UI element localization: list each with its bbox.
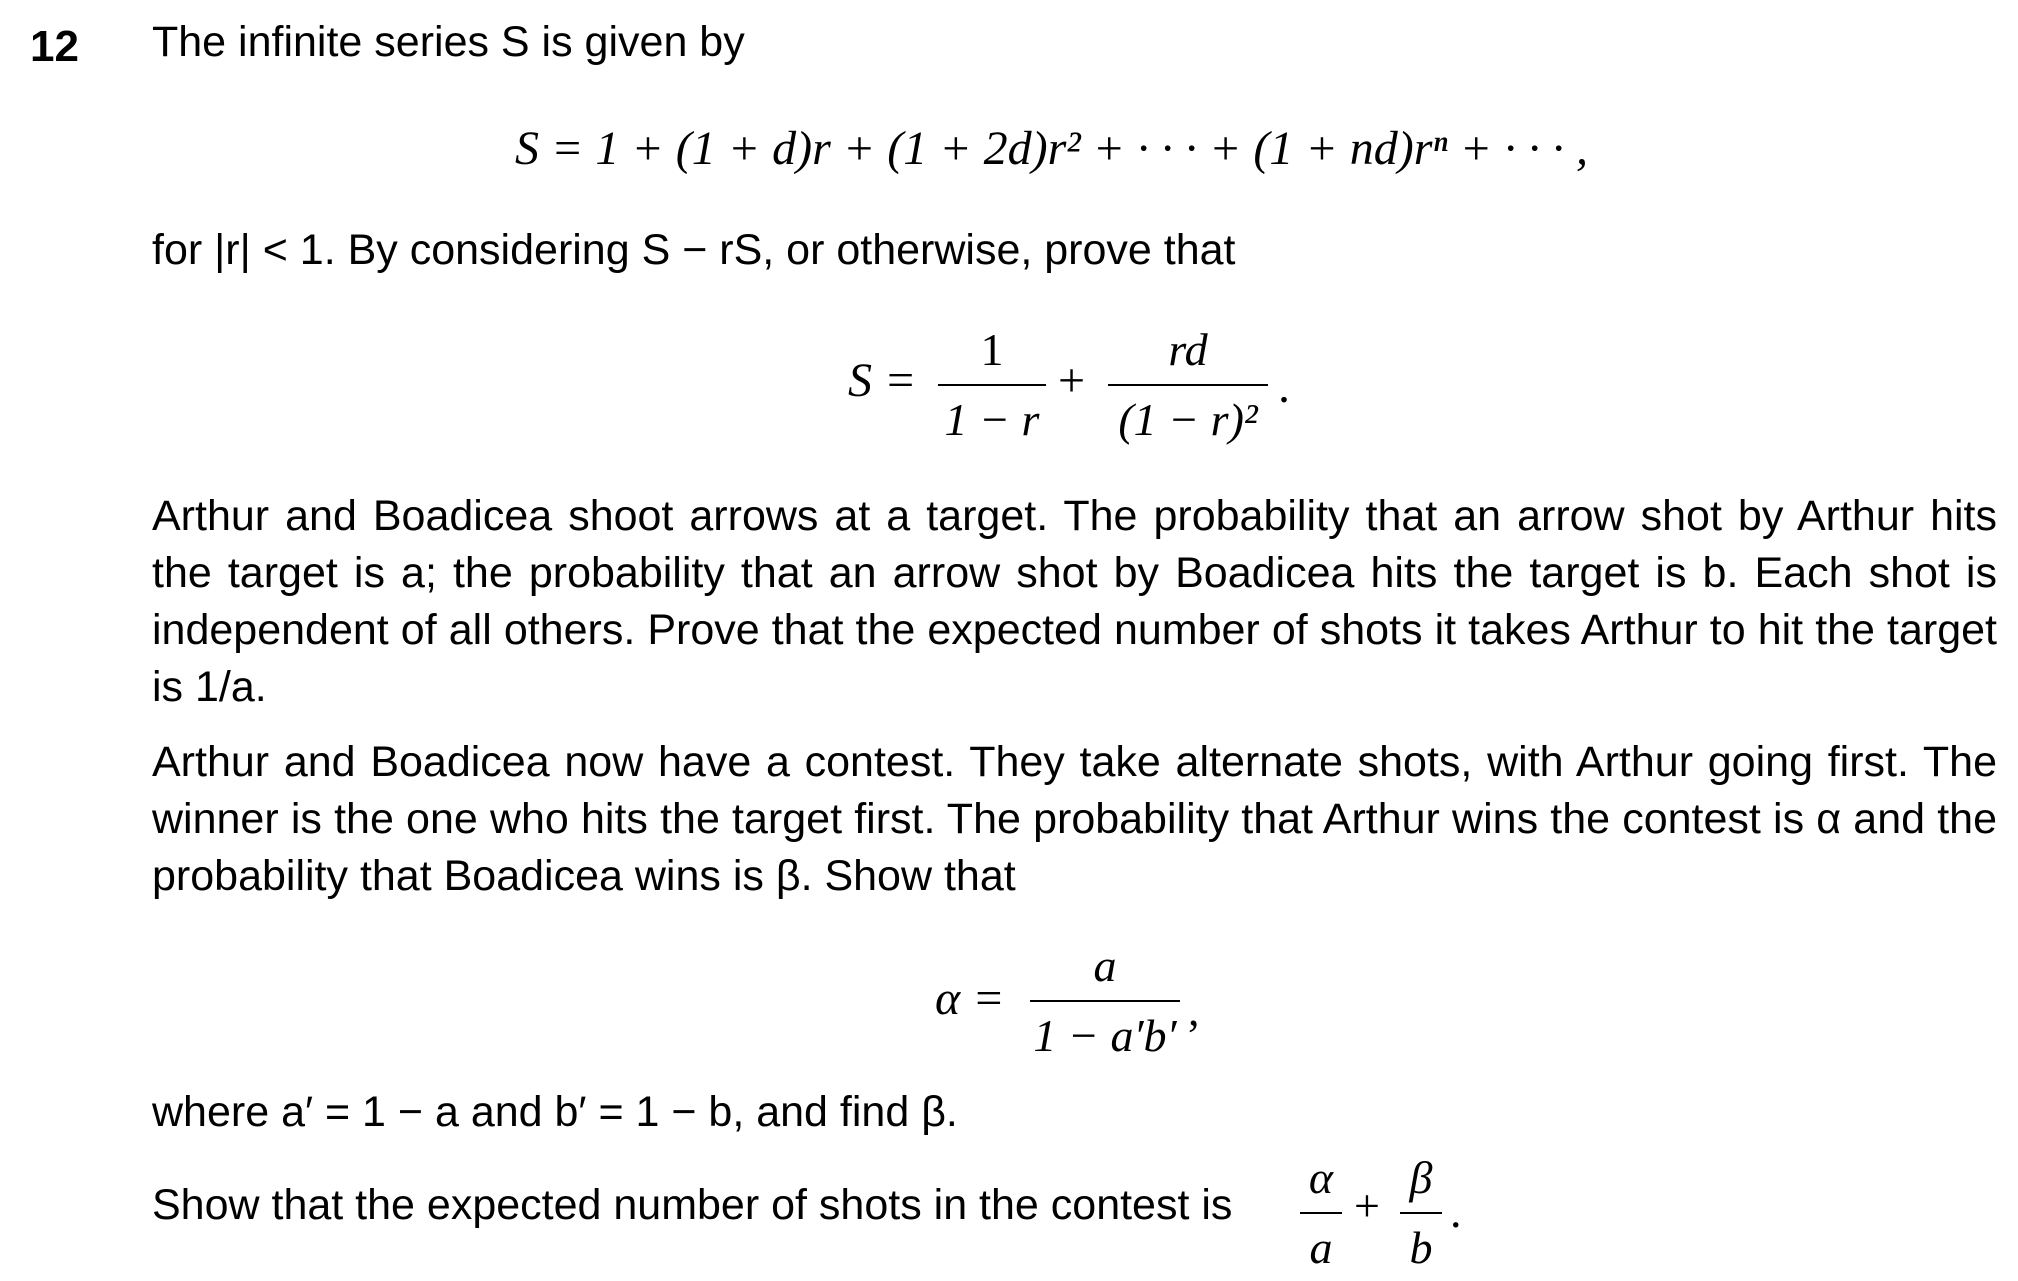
final-frac2-denominator: b [1409,1221,1433,1273]
result-lhs: S = [848,354,917,407]
alpha-lhs: α = [935,972,1005,1025]
paragraph-2: Arthur and Boadicea now have a contest. They take alternate shots, with Arthur going first. The winner is the one who hits the target first. The probability that Arthur wins the contest is α and the probability that Boadicea wins is β. Show that [152,738,1997,900]
result-plus: + [1058,354,1086,407]
where-line: where a′ = 1 − a and b′ = 1 − b, and find β. [152,1088,958,1136]
result-frac1-numerator: 1 [980,324,1004,375]
fraction-bar [1108,384,1268,386]
final-frac1-numerator: α [1308,1152,1334,1203]
result-fraction-2 [1108,320,1268,450]
alpha-denominator: 1 − a′b′ [1033,1009,1177,1061]
final-plus: + [1354,1180,1380,1231]
final-frac1-denominator: a [1309,1221,1333,1273]
result-end: . [1278,360,1290,413]
alpha-end: , [1188,984,1200,1035]
intro-text: The infinite series S is given by [152,18,745,66]
result-frac1-denominator: 1 − r [944,393,1040,445]
result-fraction-1 [938,320,1046,450]
paragraph-1: Arthur and Boadicea shoot arrows at a target. The probability that an arrow shot by Arthur hits the target is a; the probability that an arrow shot by Boadicea hits the target is b. Each shot is independent of all others. Prove that the expected number of shots it takes Arthur to hit the target is 1/a. [152,492,1997,711]
final-fraction-2 [1400,1148,1442,1278]
fraction-bar [938,384,1046,386]
final-end: . [1450,1186,1462,1237]
final-fraction-1 [1300,1148,1342,1278]
fraction-bar [1030,1000,1180,1002]
final-line-text: Show that the expected number of shots in the contest is [152,1181,1233,1229]
question-number: 12 [30,22,79,71]
fraction-bar [1300,1212,1342,1214]
condition-line: for |r| < 1. By considering S − rS, or otherwise, prove that [152,226,1236,274]
result-frac2-numerator: rd [1168,324,1208,375]
series-equation: S = 1 + (1 + d)r + (1 + 2d)r² + · · · + (1 + nd)rⁿ + · · · , [515,122,1588,175]
fraction-bar [1400,1212,1442,1214]
final-frac2-numerator: β [1409,1152,1433,1203]
result-frac2-denominator: (1 − r)² [1118,393,1258,445]
alpha-numerator: a [1093,940,1117,991]
alpha-fraction [1030,936,1180,1066]
